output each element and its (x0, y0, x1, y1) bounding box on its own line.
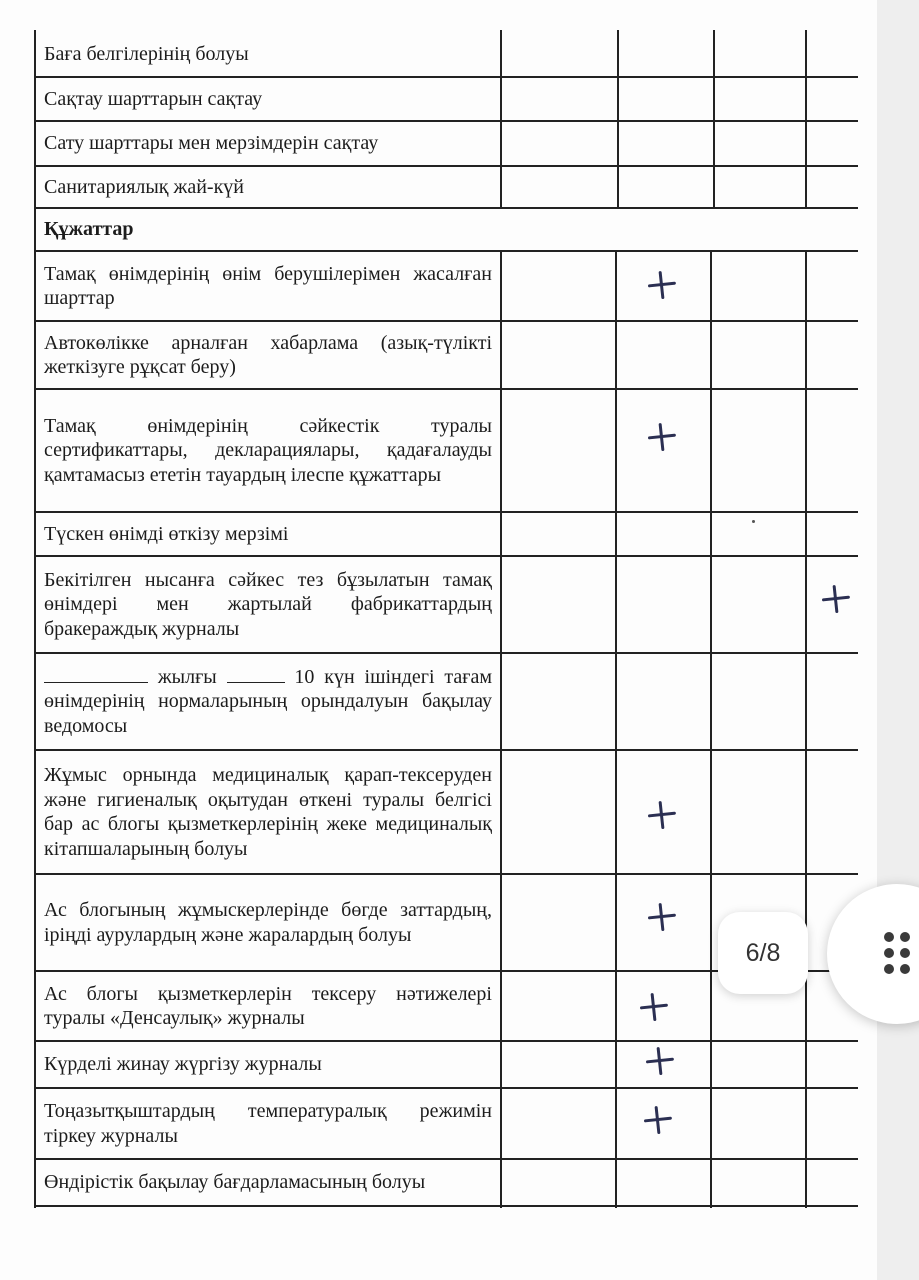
table-row (44, 1160, 492, 1205)
row-label: Санитариялық жай-күй (44, 175, 244, 198)
row-label: Бекітілген нысанға сәйкес тез бұзылатын тамақ өнімдері мен жартылай фабрикаттардың бракераждық журналы (44, 568, 492, 640)
handwritten-plus-mark (642, 1104, 675, 1137)
page-indicator[interactable] (718, 912, 808, 994)
grid-dots-icon[interactable] (884, 932, 914, 976)
row-label: Баға белгілерінің болуы (44, 42, 249, 65)
column-divider-4 (805, 250, 807, 1208)
handwritten-plus-mark (820, 583, 853, 616)
row-label: Тамақ өнімдерінің өнім берушілерімен жасалған шарттар (44, 262, 492, 309)
table-row (44, 252, 492, 320)
row-label (44, 665, 492, 739)
handwritten-plus-mark (646, 421, 679, 454)
table-row (44, 972, 492, 1040)
table-row (44, 122, 492, 165)
table-row (44, 557, 492, 652)
table-row (44, 875, 492, 970)
row-label: Ас блогы қызметкерлерін тексеру нәтижелері туралы «Денсаулық» журналы (44, 982, 492, 1029)
blank-month-line (227, 682, 285, 683)
column-divider-3 (713, 30, 715, 208)
column-divider-1 (500, 250, 502, 1208)
table-row (44, 513, 492, 555)
table-row (44, 751, 492, 873)
column-divider-3 (710, 250, 712, 1208)
row-label: Сақтау шарттарын сақтау (44, 87, 263, 110)
column-divider-4 (805, 30, 807, 208)
row-label-part: жылғы (157, 665, 217, 688)
row-label: Автокөлікке арналған хабарлама (азық-түлікті жеткізуге рұқсат беру) (44, 331, 492, 378)
row-label: Сату шарттары мен мерзімдерін сақтау (44, 132, 379, 155)
row-label: Тамақ өнімдерінің сәйкестік туралы сертификаттары, декларациялары, қадағалауды қамтамасыз ететін тауардың ілеспе құжаттары (44, 414, 492, 486)
table-row (44, 390, 492, 511)
blank-year-line (44, 682, 148, 683)
table-row (44, 32, 492, 76)
handwritten-plus-mark (646, 269, 679, 302)
page-indicator-label: 6/8 (745, 938, 781, 967)
page-edge (877, 0, 919, 1280)
row-label: Ас блогының жұмыскерлерінде бөгде заттардың, іріңді аурулардың және жаралардың болуы (44, 899, 492, 946)
table-row (44, 654, 492, 749)
row-label: Түскен өнімді өткізу мерзімі (44, 522, 289, 545)
handwritten-plus-mark (638, 991, 671, 1024)
column-divider-2 (615, 250, 617, 1208)
row-label: Өндірістік бақылау бағдарламасының болуы (44, 1171, 426, 1194)
section-heading-label: Құжаттар (44, 218, 134, 241)
section-heading (44, 209, 492, 250)
table-row (44, 78, 492, 120)
handwritten-plus-mark (646, 901, 679, 934)
table-row (44, 167, 492, 207)
column-divider-1 (500, 30, 502, 208)
row-label: Жұмыс орнында медициналық қарап-тексеруден және гигиеналық оқытудан өткені туралы белгісі бар ас блогы қызметкерлерінің жеке медициналық кітапшаларының болуы (44, 764, 492, 860)
row-label-part: 10 күн ішіндегі тағам өнімдерінің нормаларының орындалуын бақылау ведомосы (44, 665, 492, 737)
handwritten-plus-mark (644, 1045, 677, 1078)
row-label: Тоңазытқыштардың температуралық режимін тіркеу журналы (44, 1100, 492, 1147)
table-row (44, 1089, 492, 1158)
table-row (44, 322, 492, 388)
table-bottom-border (34, 1205, 858, 1207)
scan-speck (752, 520, 755, 523)
column-divider-2 (617, 30, 619, 208)
table-row (44, 1042, 492, 1087)
handwritten-plus-mark (646, 799, 679, 832)
row-label: Күрделі жинау жүргізу журналы (44, 1053, 322, 1076)
